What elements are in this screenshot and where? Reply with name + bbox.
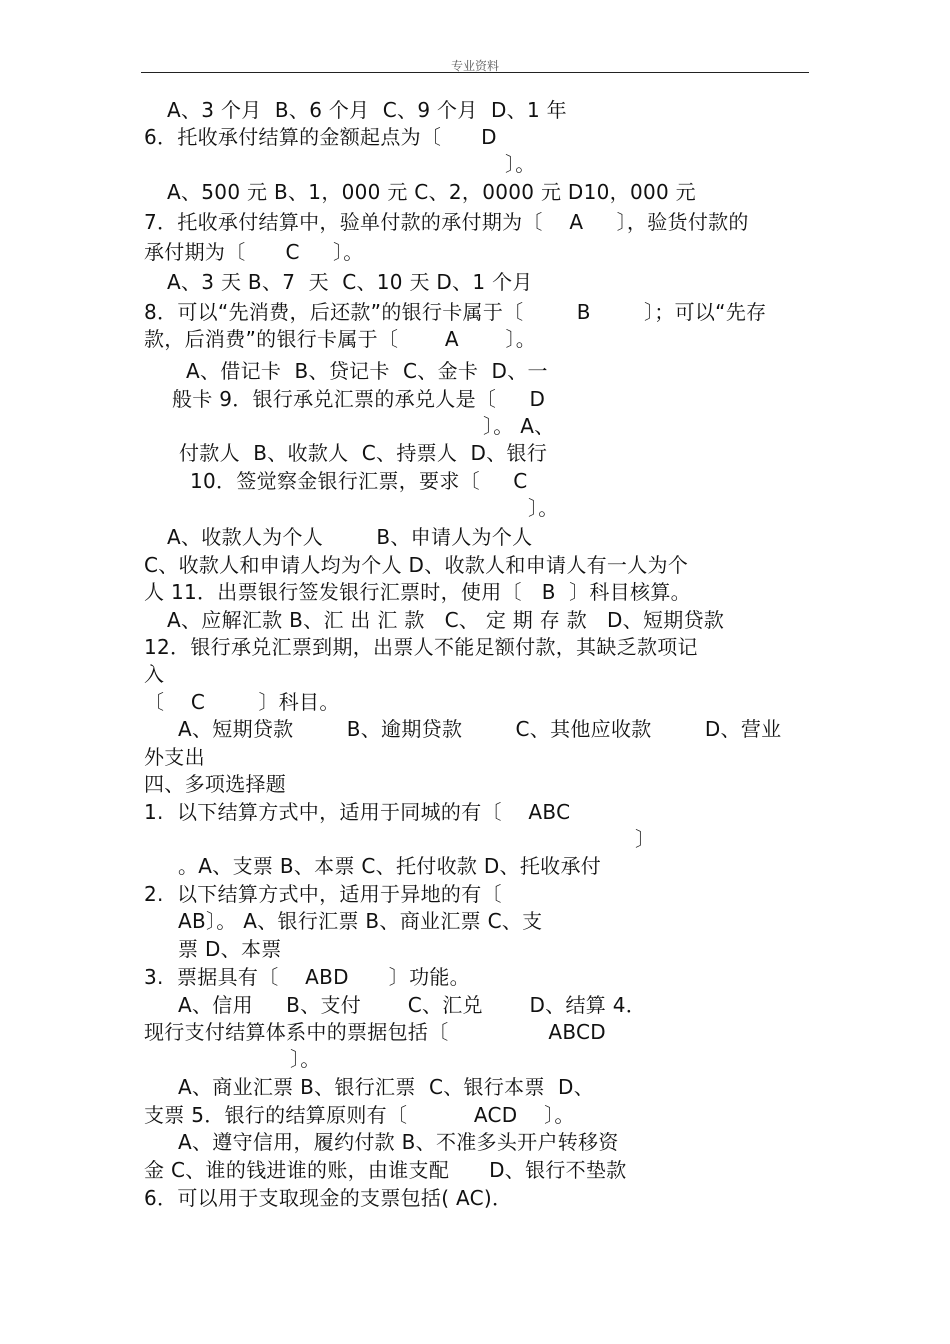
text-line: 款，后消费”的银行卡属于〔 A 〕。 — [144, 327, 537, 351]
text-line: 〔 C 〕科目。 — [144, 690, 340, 714]
text-line: 〕 — [635, 827, 656, 851]
text-line: 〕。 A、 — [483, 414, 555, 438]
text-line: 〕。 — [528, 496, 559, 520]
text-line: 6．托收承付结算的金额起点为〔 D — [144, 125, 497, 149]
text-line: A、500 元 B、1，000 元 C、2，0000 元 D10，000 元 — [167, 180, 696, 204]
header-label: 专业资料 — [450, 59, 499, 73]
text-line: A、信用 B、支付 C、汇兑 D、结算 4． — [178, 993, 647, 1017]
text-line: A、3 天 B、7 天 C、10 天 D、1 个月 — [167, 270, 533, 294]
text-line: 外支出 — [144, 745, 205, 769]
text-line: 。A、支票 B、本票 C、托付收款 D、托收承付 — [178, 854, 602, 878]
text-line: 3. 票据具有〔 ABD 〕功能。 — [144, 965, 470, 989]
text-line: 6．可以用于支取现金的支票包括( AC)． — [144, 1186, 513, 1210]
text-line: 支票 5．银行的结算原则有〔 ACD 〕。 — [144, 1103, 575, 1127]
text-line: A、短期贷款 B、逾期贷款 C、其他应收款 D、营业 — [178, 717, 782, 741]
text-line: A、收款人为个人 B、申请人为个人 — [167, 525, 533, 549]
text-line: 2. 以下结算方式中，适用于异地的有〔 — [144, 882, 502, 906]
text-line: 8．可以“先消费，后还款”的银行卡属于〔 B 〕；可以“先存 — [144, 300, 767, 324]
text-line: 付款人 B、收款人 C、持票人 D、银行 — [179, 441, 548, 465]
text-line: 7．托收承付结算中，验单付款的承付期为〔 A 〕，验货付款的 — [144, 210, 749, 234]
text-line: 1. 以下结算方式中，适用于同城的有〔 ABC — [144, 800, 571, 824]
text-line: 入 — [144, 662, 165, 686]
text-line: 般卡 9．银行承兑汇票的承兑人是〔 D — [172, 387, 546, 411]
text-line: 现行支付结算体系中的票据包括〔 ABCD — [144, 1020, 606, 1044]
text-line: AB〕。 A、银行汇票 B、商业汇票 C、支 — [178, 909, 543, 933]
text-line: A、应解汇款 B、汇 出 汇 款 C、 定 期 存 款 D、短期贷款 — [167, 608, 725, 632]
text-line: 12．银行承兑汇票到期，出票人不能足额付款，其缺乏款项记 — [144, 635, 698, 659]
text-line: A、3 个月 B、6 个月 C、9 个月 D、1 年 — [167, 98, 567, 122]
text-line: 〕。 — [290, 1047, 321, 1071]
text-line: C、收款人和申请人均为个人 D、收款人和申请人有一人为个 — [144, 553, 689, 577]
text-line: 人 11．出票银行签发银行汇票时，使用〔 B 〕科目核算。 — [144, 580, 691, 604]
text-line: 10．签觉察金银行汇票，要求〔 C — [190, 469, 528, 493]
text-line: 〕。 — [505, 152, 536, 176]
text-line: A、借记卡 B、贷记卡 C、金卡 D、一 — [186, 359, 548, 383]
section-heading: 四、多项选择题 — [144, 772, 287, 796]
text-line: A、遵守信用，履约付款 B、不准多头开户转移资 — [178, 1130, 619, 1154]
text-line: 票 D、本票 — [178, 937, 282, 961]
text-line: 承付期为〔 C 〕。 — [144, 240, 364, 264]
text-line: A、商业汇票 B、银行汇票 C、银行本票 D、 — [178, 1075, 595, 1099]
text-line: 金 C、谁的钱进谁的账，由谁支配 D、银行不垫款 — [144, 1158, 627, 1182]
